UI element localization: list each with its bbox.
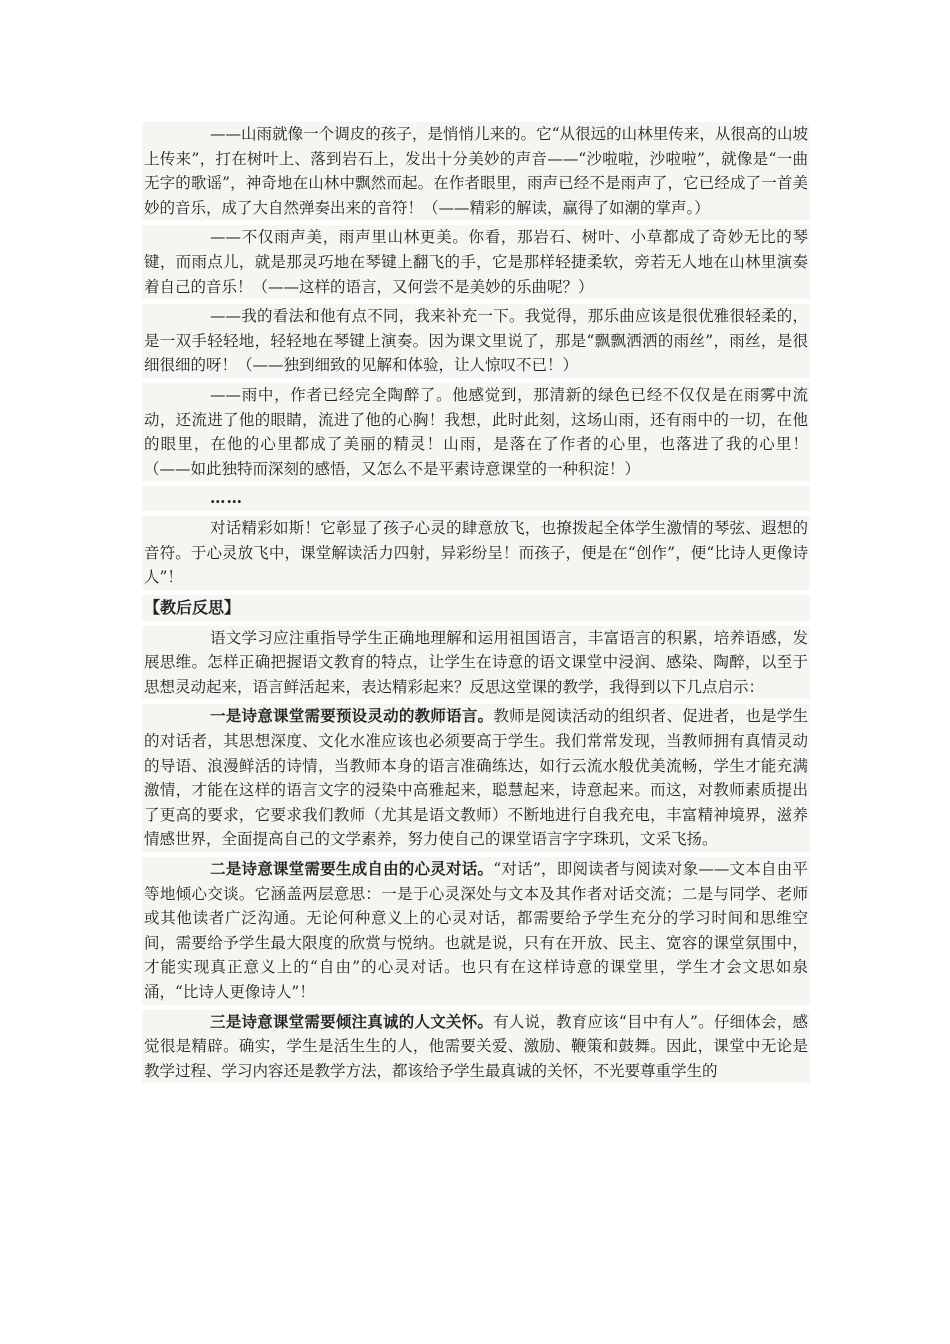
- section-heading: 【教后反思】: [142, 595, 810, 621]
- point-2-body: “对话”，即阅读者与阅读对象——文本自由平等地倾心交谈。它涵盖两层意思：一是于心灵深处与文本及其作者对话交流；二是与同学、老师或其他读者广泛沟通。无论何种意义上的心灵对话，都需要给予学生充分的学习时间和思维空间，需要给予学生最大限度的欣赏与悦纳。也就是说，只有在开放、民主、宽容的课堂氛围中，才能实现真正意义上的“自由”的心灵对话。也只有在这样诗意的课堂里，学生才会文思如泉涌，“比诗人更像诗人”！: [144, 860, 808, 1001]
- ellipsis-line: ……: [142, 486, 810, 511]
- dialogue-paragraph-1: ——山雨就像一个调皮的孩子，是悄悄儿来的。它“从很远的山林里传来，从很高的山坡上传来”，打在树叶上、落到岩石上，发出十分美妙的声音——“沙啦啦，沙啦啦”，就像是“一曲无字的歌谣”，神奇地在山林中飘然而起。在作者眼里，雨声已经不是雨声了，它已经成了一首美妙的音乐，成了大自然弹奏出来的音符！（——精彩的解读，赢得了如潮的掌声。）: [142, 122, 810, 220]
- point-3-body: 有人说，教育应该“目中有人”。仔细体会，感觉很是精辟。确实，学生是活生生的人，他需要关爱、激励、鞭策和鼓舞。因此，课堂中无论是教学过程、学习内容还是教学方法，都该给予学生最真诚的关怀，不光要尊重学生的: [144, 1012, 808, 1080]
- document-body: [142, 122, 810, 1088]
- point-1-title: 一是诗意课堂需要预设灵动的教师语言。: [210, 706, 494, 726]
- point-1-body: 教师是阅读活动的组织者、促进者，也是学生的对话者，其思想深度、文化水准应该也必须要高于学生。我们常常发现，当教师拥有真情灵动的导语、浪漫鲜活的诗情，当教师本身的语言准确练达，如行云流水般优美流畅，学生才能充满激情，才能在这样的语言文字的浸染中高雅起来，聪慧起来，诗意起来。而这，对教师素质提出了更高的要求，它要求我们教师（尤其是语文教师）不断地进行自我充电，丰富精神境界，滋养情感世界，全面提高自己的文学素养，努力使自己的课堂语言字字珠玑，文采飞扬。: [144, 707, 808, 849]
- point-3-title: 三是诗意课堂需要倾注真诚的人文关怀。: [210, 1011, 494, 1031]
- dialogue-paragraph-4: ——雨中，作者已经完全陶醉了。他感觉到，那清新的绿色已经不仅仅是在雨雾中流动，还流进了他的眼睛，流进了他的心胸！我想，此时此刻，这场山雨，还有雨中的一切，在他的眼里，在他的心里都成了美丽的精灵！山雨，是落在了作者的心里，也落进了我的心里！（——如此独特而深刻的感悟，又怎么不是平素诗意课堂的一种积淀！）: [142, 383, 810, 481]
- reflection-point-2: [142, 857, 810, 1005]
- dialogue-paragraph-2: ——不仅雨声美，雨声里山林更美。你看，那岩石、树叶、小草都成了奇妙无比的琴键，而雨点儿，就是那灵巧地在琴键上翻飞的手，它是那样轻捷柔软，旁若无人地在山林里演奏着自己的音乐！（——这样的语言，又何尝不是美妙的乐曲呢？）: [142, 225, 810, 299]
- reflection-point-3: [142, 1010, 810, 1084]
- point-2-title: 二是诗意课堂需要生成自由的心灵对话。: [210, 859, 494, 879]
- reflection-intro: 语文学习应注重指导学生正确地理解和运用祖国语言，丰富语言的积累，培养语感，发展思维。怎样正确把握语文教育的特点，让学生在诗意的语文课堂中浸润、感染、陶醉，以至于思想灵动起来，语言鲜活起来，表达精彩起来？反思这堂课的教学，我得到以下几点启示：: [142, 626, 810, 700]
- dialogue-paragraph-3: ——我的看法和他有点不同，我来补充一下。我觉得，那乐曲应该是很优雅很轻柔的，是一双手轻轻地，轻轻地在琴键上演奏。因为课文里说了，那是“飘飘洒洒的雨丝”，雨丝，是很细很细的呀！（——独到细致的见解和体验，让人惊叹不已！）: [142, 304, 810, 378]
- summary-paragraph: 对话精彩如斯！它彰显了孩子心灵的肆意放飞，也撩拨起全体学生激情的琴弦、遐想的音符。于心灵放飞中，课堂解读活力四射，异彩纷呈！而孩子，便是在“创作”，便“比诗人更像诗人”！: [142, 516, 810, 590]
- reflection-point-1: [142, 704, 810, 852]
